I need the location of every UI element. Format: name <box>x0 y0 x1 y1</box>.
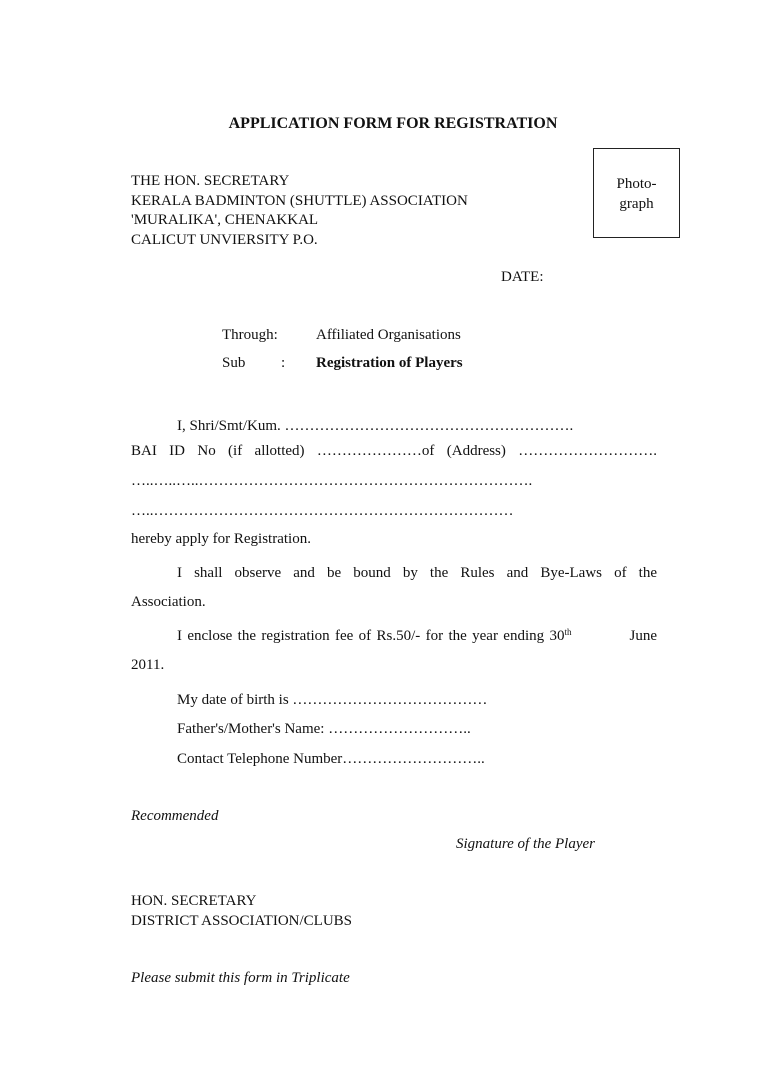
fee-year: 2011. <box>131 657 165 673</box>
address-blank-line: …..……………………………………………………………… <box>131 503 514 519</box>
photo-label-line: graph <box>619 196 654 212</box>
bai-id-address-line: BAI ID No (if allotted) …………………of (Address) ………………………. <box>131 443 657 459</box>
player-signature-label: Signature of the Player <box>456 836 595 852</box>
observe-rules-line: I shall observe and be bound by the Rules and Bye-Laws of the <box>177 565 657 581</box>
form-title: APPLICATION FORM FOR REGISTRATION <box>228 115 558 132</box>
sub-value: Registration of Players <box>316 355 463 371</box>
apply-statement: hereby apply for Registration. <box>131 531 311 547</box>
footer-address-block <box>131 892 352 931</box>
footer-address-line: DISTRICT ASSOCIATION/CLUBS <box>131 912 353 929</box>
addressee-line: KERALA BADMINTON (SHUTTLE) ASSOCIATION <box>131 192 468 209</box>
fee-line <box>177 628 657 645</box>
through-value: Affiliated Organisations <box>316 327 461 343</box>
through-label: Through: <box>222 327 278 343</box>
triplicate-note: Please submit this form in Triplicate <box>131 970 350 986</box>
recommended-label: Recommended <box>131 808 219 824</box>
fee-text: I enclose the registration fee of Rs.50/- for the year ending 30th <box>177 627 572 644</box>
sub-colon: : <box>281 355 286 371</box>
addressee-line: THE HON. SECRETARY <box>131 173 290 189</box>
observe-rules-line-2: Association. <box>131 594 206 610</box>
date-of-birth-field: My date of birth is ………………………………… <box>177 692 488 708</box>
fee-month: June <box>629 628 657 644</box>
superscript-th: th <box>564 627 572 637</box>
sub-label: Sub <box>222 355 246 371</box>
addressee-line: CALICUT UNVIERSITY P.O. <box>131 231 318 248</box>
date-label: DATE: <box>501 269 544 285</box>
photo-label-line: Photo- <box>616 176 657 192</box>
addressee-block <box>131 172 468 250</box>
parent-name-field: Father's/Mother's Name: ……………………….. <box>177 721 471 737</box>
addressee-line: 'MURALIKA', CHENAKKAL <box>131 212 319 228</box>
photograph-box <box>593 148 680 238</box>
telephone-field: Contact Telephone Number……………………….. <box>177 751 485 767</box>
applicant-name-line: I, Shri/Smt/Kum. …………………………………………………. <box>177 418 574 434</box>
address-blank-line: …..…..…..…………………………………………………………. <box>131 473 533 489</box>
footer-address-line: HON. SECRETARY <box>131 893 257 909</box>
